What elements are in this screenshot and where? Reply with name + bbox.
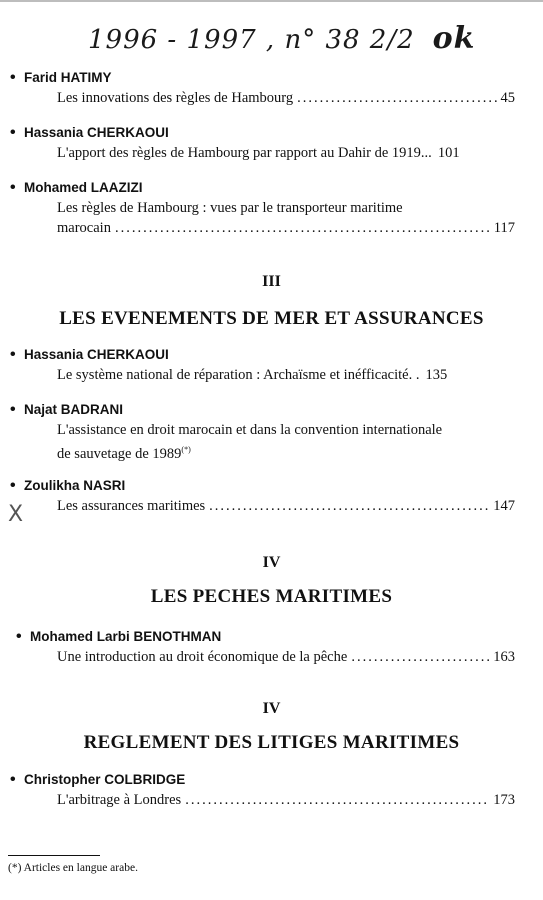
bullet-icon: • [10, 179, 16, 196]
author-name: Farid HATIMY [24, 70, 112, 85]
toc-title-line [57, 790, 515, 810]
toc-entry [0, 770, 543, 810]
author-name: Hassania CHERKAOUI [24, 125, 169, 140]
bullet-icon: • [10, 771, 16, 788]
toc-entry [0, 68, 543, 108]
toc-entry [0, 178, 543, 238]
handwritten-reference: 1996 - 1997 , n° 38 2/2 [88, 25, 415, 55]
page-number: 147 [493, 498, 515, 514]
dot-leader [115, 218, 490, 238]
toc-entry [0, 123, 543, 163]
page-top-rule [0, 0, 543, 2]
toc-author [0, 770, 543, 790]
bullet-icon: • [16, 628, 22, 645]
toc-title-line [57, 365, 515, 385]
toc-title: Une introduction au droit économique de la pêche [57, 649, 348, 665]
toc-entry [0, 345, 543, 385]
toc-title-line [57, 218, 515, 238]
author-name: Najat BADRANI [24, 402, 124, 417]
section-numeral: III [262, 273, 281, 290]
toc-title-line [57, 496, 515, 516]
section-heading: LES EVENEMENTS DE MER ET ASSURANCES [59, 308, 484, 329]
footnote: (*) Articles en langue arabe. [8, 862, 138, 874]
footnote-marker: (*) [181, 445, 191, 454]
section-numeral: IV [262, 700, 281, 717]
toc-author [0, 627, 543, 647]
toc-title-line: Les règles de Hambourg : vues par le transporteur maritime [57, 200, 403, 216]
bullet-icon: • [10, 124, 16, 141]
toc-title: Les assurances maritimes [57, 498, 206, 514]
dot-leader [209, 496, 489, 516]
toc-title: Le système national de réparation : Archaïsme et inéfficacité. . [57, 367, 420, 383]
footnote-rule [8, 855, 100, 856]
margin-x-mark: X [8, 502, 24, 527]
toc-title: Les innovations des règles de Hambourg [57, 90, 294, 106]
toc-title: L'apport des règles de Hambourg par rapport au Dahir de 1919... [57, 145, 432, 161]
toc-entry [0, 627, 543, 667]
toc-entry [0, 476, 543, 516]
bullet-icon: • [10, 401, 16, 418]
bullet-icon: • [10, 69, 16, 86]
author-name: Mohamed Larbi BENOTHMAN [30, 629, 222, 644]
toc-entry [0, 400, 543, 464]
author-name: Mohamed LAAZIZI [24, 180, 143, 195]
section-numeral: IV [262, 554, 281, 571]
toc-title: de sauvetage de 1989 [57, 445, 182, 462]
handwritten-ok: ok [432, 21, 476, 56]
dot-leader [297, 88, 496, 108]
toc-title-line [57, 440, 515, 464]
toc-title-line [57, 88, 515, 108]
handwritten-annotation [88, 14, 538, 64]
toc-title: marocain [57, 220, 111, 236]
section-heading: LES PECHES MARITIMES [150, 586, 393, 607]
page-number: 163 [493, 649, 515, 665]
toc-author [0, 68, 543, 88]
dot-leader [185, 790, 489, 810]
toc-author [0, 476, 543, 496]
page-number: 117 [493, 220, 515, 236]
toc-title: L'arbitrage à Londres [57, 792, 182, 808]
page-number: 101 [437, 145, 460, 161]
section-heading: REGLEMENT DES LITIGES MARITIMES [83, 732, 460, 753]
toc-author [0, 345, 543, 365]
toc-author [0, 123, 543, 143]
author-name: Christopher COLBRIDGE [24, 772, 186, 787]
toc-author [0, 400, 543, 420]
toc-title-line [57, 143, 515, 163]
toc-author [0, 178, 543, 198]
page-number: 45 [500, 90, 515, 106]
toc-title-line: L'assistance en droit marocain et dans la convention internationale [57, 422, 443, 438]
author-name: Hassania CHERKAOUI [24, 347, 169, 362]
bullet-icon: • [10, 346, 16, 363]
toc-title-line [57, 647, 515, 667]
author-name: Zoulikha NASRI [24, 478, 126, 493]
dot-leader [351, 647, 489, 667]
page-number: 173 [493, 792, 515, 808]
bullet-icon: • [10, 477, 16, 494]
page-number: 135 [425, 367, 448, 383]
